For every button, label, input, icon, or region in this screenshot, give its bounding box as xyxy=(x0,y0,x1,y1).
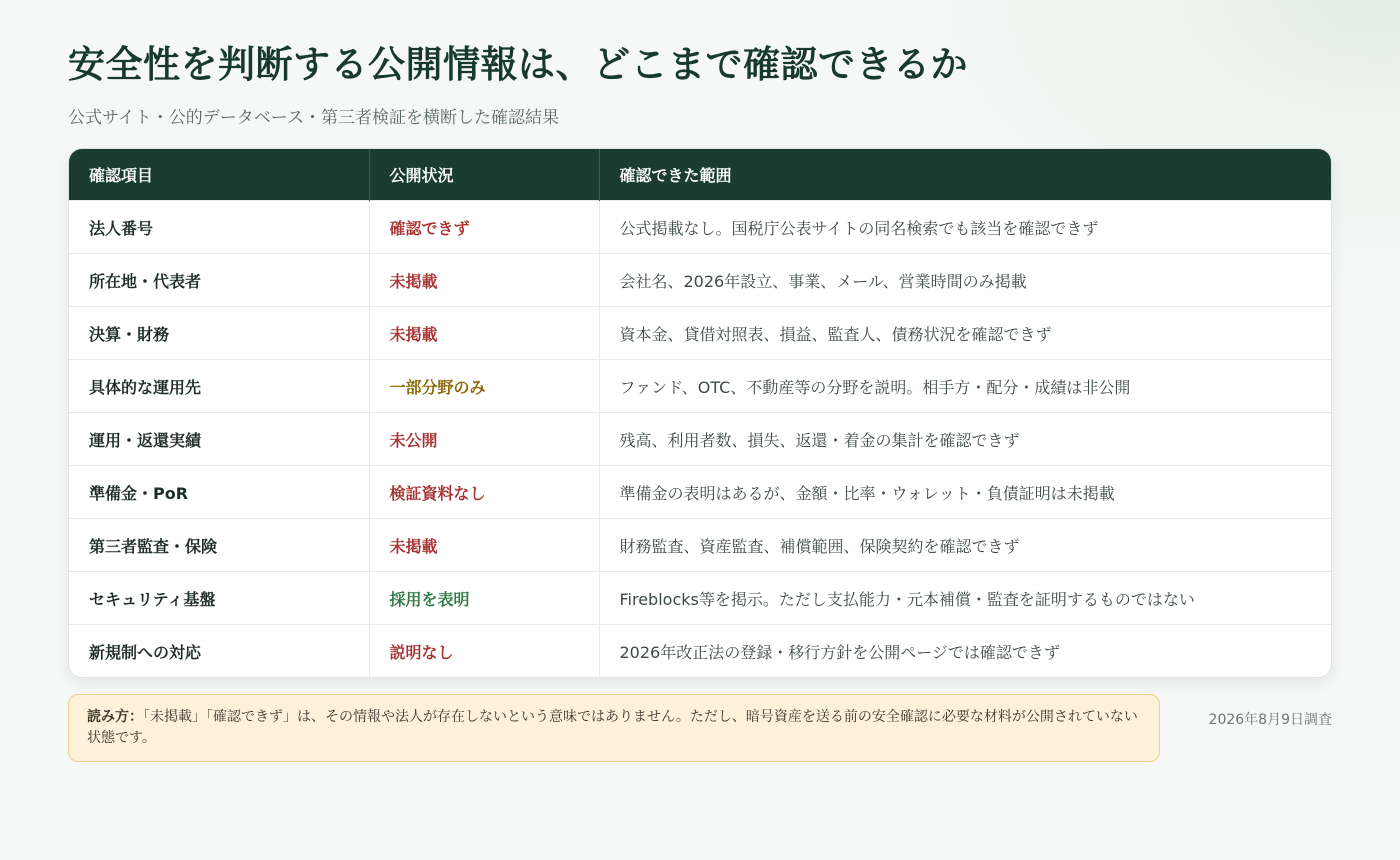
table-row xyxy=(69,360,1331,413)
row-detail: 残高、利用者数、損失、返還・着金の集計を確認できず xyxy=(599,413,1331,466)
reading-note-text: 「未掲載」「確認できず」は、その情報や法人が存在しないという意味ではありません。ただし、暗号資産を送る前の安全確認に必要な材料が公開されていない状態です。 xyxy=(87,709,1138,746)
table-row xyxy=(69,307,1331,360)
table-row xyxy=(69,201,1331,254)
row-status: 説明なし xyxy=(369,625,599,678)
status-table xyxy=(69,149,1331,677)
row-status: 一部分野のみ xyxy=(369,360,599,413)
row-detail: 会社名、2026年設立、事業、メール、営業時間のみ掲載 xyxy=(599,254,1331,307)
page-title: 安全性を判断する公開情報は、どこまで確認できるか xyxy=(68,43,968,86)
row-detail: 準備金の表明はあるが、金額・比率・ウォレット・負債証明は未掲載 xyxy=(599,466,1331,519)
row-detail: 資本金、貸借対照表、損益、監査人、債務状況を確認できず xyxy=(599,307,1331,360)
row-status: 未掲載 xyxy=(369,254,599,307)
reading-note xyxy=(68,694,1160,762)
table-row xyxy=(69,625,1331,678)
table-header-row xyxy=(69,149,1331,201)
column-header-status: 公開状況 xyxy=(369,149,599,201)
column-header-item: 確認項目 xyxy=(69,149,369,201)
row-item: 法人番号 xyxy=(69,201,369,254)
page-subtitle: 公式サイト・公的データベース・第三者検証を横断した確認結果 xyxy=(68,108,559,128)
table-row xyxy=(69,572,1331,625)
row-detail: ファンド、OTC、不動産等の分野を説明。相手方・配分・成績は非公開 xyxy=(599,360,1331,413)
row-detail: 財務監査、資産監査、補償範囲、保険契約を確認できず xyxy=(599,519,1331,572)
row-item: 具体的な運用先 xyxy=(69,360,369,413)
row-status: 採用を表明 xyxy=(369,572,599,625)
row-item: 第三者監査・保険 xyxy=(69,519,369,572)
row-detail: Fireblocks等を掲示。ただし支払能力・元本補償・監査を証明するものではない xyxy=(599,572,1331,625)
row-status: 未公開 xyxy=(369,413,599,466)
row-item: セキュリティ基盤 xyxy=(69,572,369,625)
row-status: 未掲載 xyxy=(369,519,599,572)
column-header-detail: 確認できた範囲 xyxy=(599,149,1331,201)
table-row xyxy=(69,413,1331,466)
row-status: 未掲載 xyxy=(369,307,599,360)
page xyxy=(68,36,1332,678)
row-item: 決算・財務 xyxy=(69,307,369,360)
footer xyxy=(68,694,1332,762)
status-table-container xyxy=(68,148,1332,678)
survey-date: 2026年8月9日調査 xyxy=(1208,712,1332,728)
table-row xyxy=(69,466,1331,519)
row-status: 確認できず xyxy=(369,201,599,254)
row-item: 準備金・PoR xyxy=(69,466,369,519)
row-detail: 公式掲載なし。国税庁公表サイトの同名検索でも該当を確認できず xyxy=(599,201,1331,254)
row-item: 新規制への対応 xyxy=(69,625,369,678)
table-row xyxy=(69,519,1331,572)
row-item: 所在地・代表者 xyxy=(69,254,369,307)
row-item: 運用・返還実績 xyxy=(69,413,369,466)
table-row xyxy=(69,254,1331,307)
row-detail: 2026年改正法の登録・移行方針を公開ページでは確認できず xyxy=(599,625,1331,678)
reading-note-label: 読み方： xyxy=(87,709,143,725)
row-status: 検証資料なし xyxy=(369,466,599,519)
